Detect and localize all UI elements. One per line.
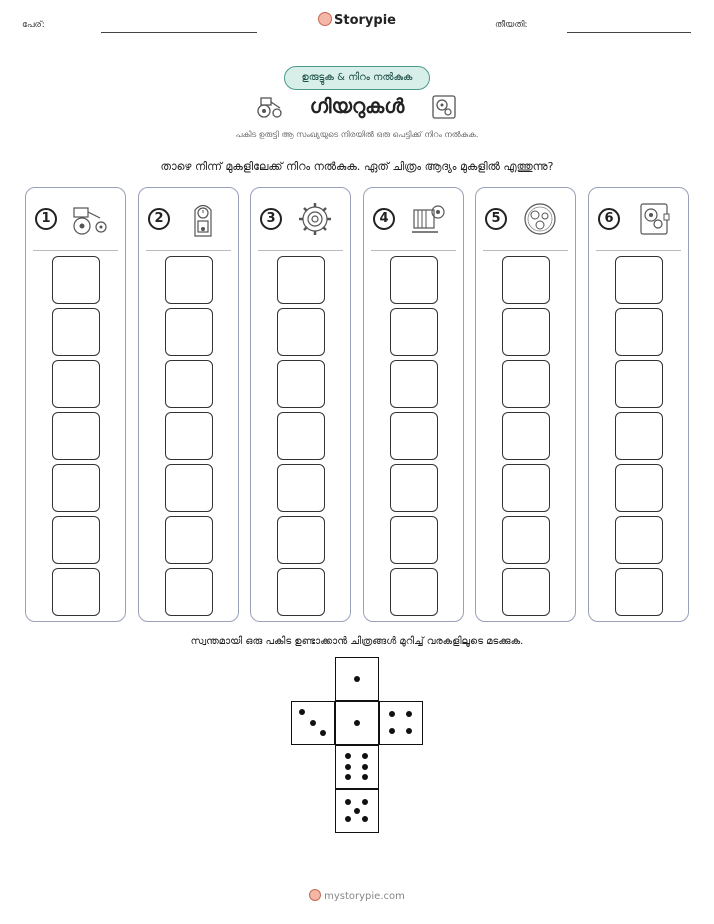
- column-4: [363, 187, 464, 622]
- column-5: [475, 187, 576, 622]
- column-divider: [33, 250, 118, 251]
- color-box[interactable]: [52, 360, 100, 408]
- pocket-watch-gears-icon: [520, 200, 560, 238]
- dice-face-3: [291, 701, 335, 745]
- column-2: [138, 187, 239, 622]
- gear-machine-icon: [408, 200, 448, 238]
- column-number: 2: [148, 208, 170, 230]
- dice-pip: [310, 720, 316, 726]
- gear-book-icon: [633, 200, 673, 238]
- column-6: [588, 187, 689, 622]
- color-box[interactable]: [502, 464, 550, 512]
- storypie-logo-icon: [318, 12, 332, 26]
- column-divider: [483, 250, 568, 251]
- dice-face-5: [335, 789, 379, 833]
- dice-pip: [345, 753, 351, 759]
- dice-pip: [362, 799, 368, 805]
- gear-cart-icon: [70, 200, 110, 238]
- color-box[interactable]: [615, 568, 663, 616]
- column-divider: [146, 250, 231, 251]
- dice-pip: [354, 808, 360, 814]
- color-box[interactable]: [390, 412, 438, 460]
- column-number: 3: [260, 208, 282, 230]
- storypie-footer-logo-icon: [309, 889, 321, 901]
- dice-pip: [345, 774, 351, 780]
- title-right-icon: [430, 93, 458, 121]
- color-box[interactable]: [165, 360, 213, 408]
- dice-pip: [354, 720, 360, 726]
- dice-pip: [362, 764, 368, 770]
- color-box[interactable]: [165, 412, 213, 460]
- dice-instruction: സ്വന്തമായി ഒരു പകിട ഉണ്ടാക്കാൻ ചിത്രങ്ങൾ മുറിച്ച് വരകളിലൂടെ മടക്കുക.: [190, 636, 524, 647]
- dice-pip: [354, 676, 360, 682]
- dice-pip: [362, 774, 368, 780]
- dice-pip: [345, 764, 351, 770]
- color-box[interactable]: [277, 568, 325, 616]
- name-label: പേര്:: [22, 20, 45, 30]
- dice-pip: [299, 709, 305, 715]
- color-box[interactable]: [502, 568, 550, 616]
- footer-url: mystorypie.com: [324, 891, 405, 902]
- color-box[interactable]: [390, 464, 438, 512]
- activity-badge: ഉരുട്ടുക & നിറം നൽകുക: [284, 66, 430, 90]
- color-box[interactable]: [390, 360, 438, 408]
- color-box[interactable]: [165, 568, 213, 616]
- color-box[interactable]: [52, 464, 100, 512]
- subtitle: പകിട ഉരുട്ടി ആ സംഖ്യയുടെ നിരയിൽ ഒരു പെട്ടിക്ക് നിറം നൽകുക.: [235, 130, 479, 139]
- color-box[interactable]: [390, 308, 438, 356]
- dice-pip: [320, 730, 326, 736]
- name-line[interactable]: [101, 32, 257, 33]
- column-number: 6: [598, 208, 620, 230]
- brand-header: [0, 12, 714, 28]
- color-box[interactable]: [165, 308, 213, 356]
- column-number: 4: [373, 208, 395, 230]
- dice-pip: [362, 816, 368, 822]
- column-divider: [258, 250, 343, 251]
- color-box[interactable]: [165, 464, 213, 512]
- color-box[interactable]: [52, 308, 100, 356]
- color-box[interactable]: [277, 308, 325, 356]
- footer: [0, 889, 714, 902]
- color-box[interactable]: [52, 516, 100, 564]
- column-number: 1: [35, 208, 57, 230]
- color-box[interactable]: [277, 516, 325, 564]
- dice-pip: [362, 753, 368, 759]
- grandfather-clock-icon: [183, 200, 223, 238]
- color-box[interactable]: [52, 256, 100, 304]
- brand-name: Storypie: [334, 13, 396, 28]
- color-box[interactable]: [390, 256, 438, 304]
- color-box[interactable]: [277, 464, 325, 512]
- color-box[interactable]: [502, 360, 550, 408]
- color-box[interactable]: [615, 308, 663, 356]
- color-box[interactable]: [502, 516, 550, 564]
- color-box[interactable]: [277, 256, 325, 304]
- color-box[interactable]: [52, 568, 100, 616]
- color-box[interactable]: [390, 568, 438, 616]
- color-box[interactable]: [277, 412, 325, 460]
- dice-pip: [389, 728, 395, 734]
- date-line[interactable]: [567, 32, 691, 33]
- color-box[interactable]: [502, 256, 550, 304]
- date-label: തീയതി:: [495, 20, 528, 30]
- column-3: [250, 187, 351, 622]
- color-box[interactable]: [52, 412, 100, 460]
- dice-face-1: [335, 657, 379, 701]
- column-number: 5: [485, 208, 507, 230]
- column-divider: [596, 250, 681, 251]
- color-box[interactable]: [615, 464, 663, 512]
- dice-face-4: [379, 701, 423, 745]
- color-box[interactable]: [165, 256, 213, 304]
- color-box[interactable]: [615, 412, 663, 460]
- instruction: താഴെ നിന്ന് മുകളിലേക്ക് നിറം നൽകുക. ഏത് ചിത്രം ആദ്യം മുകളിൽ എത്തുന്നു?: [160, 160, 554, 173]
- gear-icon: [295, 200, 335, 238]
- dice-pip: [345, 816, 351, 822]
- dice-pip: [345, 799, 351, 805]
- dice-pip: [389, 711, 395, 717]
- column-divider: [371, 250, 456, 251]
- dice-face-6: [335, 745, 379, 789]
- color-box[interactable]: [390, 516, 438, 564]
- color-box[interactable]: [615, 516, 663, 564]
- color-box[interactable]: [165, 516, 213, 564]
- color-box[interactable]: [277, 360, 325, 408]
- color-box[interactable]: [502, 308, 550, 356]
- color-box[interactable]: [615, 360, 663, 408]
- dice-pip: [406, 711, 412, 717]
- dice-pip: [406, 728, 412, 734]
- color-box[interactable]: [615, 256, 663, 304]
- dice-face-1: [335, 701, 379, 745]
- column-1: [25, 187, 126, 622]
- color-box[interactable]: [502, 412, 550, 460]
- page-title: ഗിയറുകൾ: [309, 94, 405, 118]
